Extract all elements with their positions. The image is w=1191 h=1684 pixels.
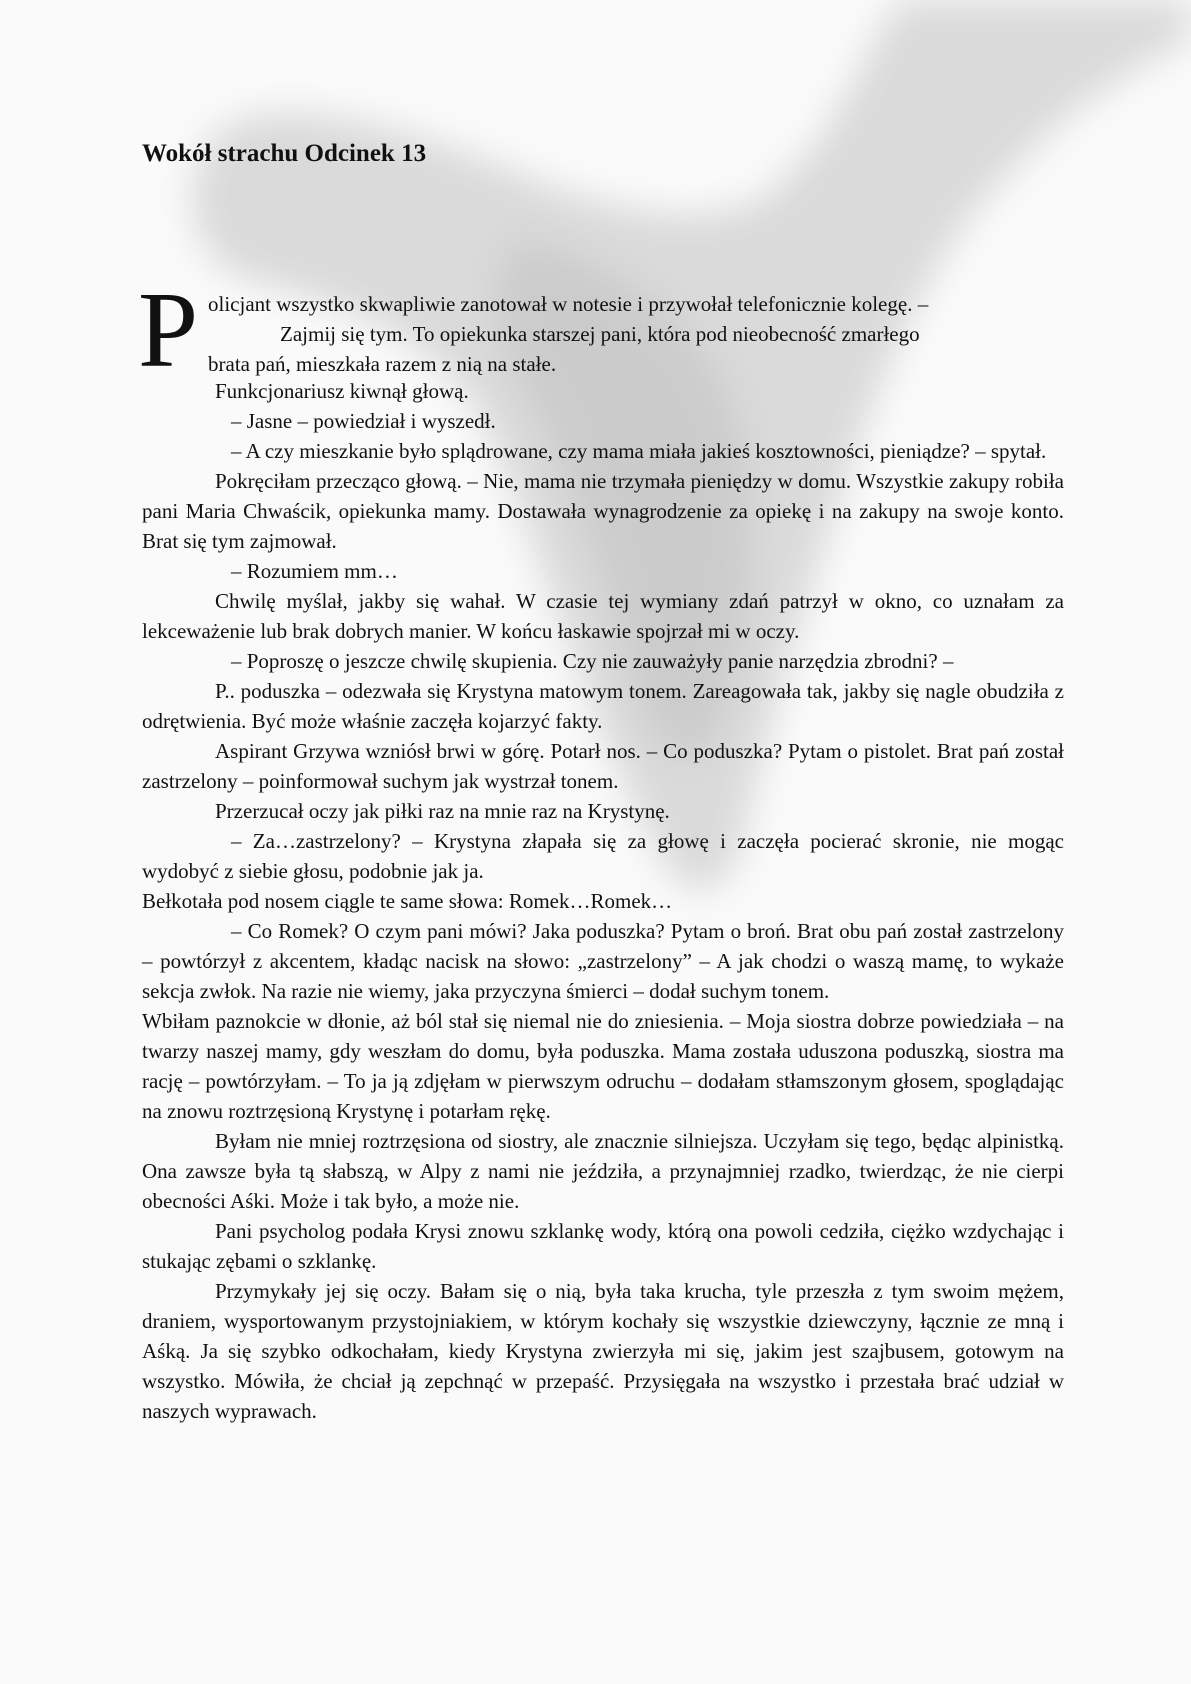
paragraph: Pani psycholog podała Krysi znowu szklankę wody, którą ona powoli cedziła, ciężko wzdychając i stukając zębami o szklankę. xyxy=(142,1219,1064,1273)
paragraph: Przerzucał oczy jak piłki raz na mnie raz na Krystynę. xyxy=(215,799,670,823)
paragraph: – Poproszę o jeszcze chwilę skupienia. Czy nie zauważyły panie narzędzia zbrodni? – xyxy=(231,649,954,673)
paragraph: Chwilę myślał, jakby się wahał. W czasie tej wymiany zdań patrzył w okno, co uznałam za lekceważenie lub brak dobrych manier. W końcu łaskawie spojrzał mi w oczy. xyxy=(142,589,1064,643)
paragraph: – A czy mieszkanie było splądrowane, czy mama miała jakieś kosztowności, pieniądze? – spytał. xyxy=(231,439,1047,463)
paragraph: – Rozumiem mm… xyxy=(231,559,398,583)
paragraph: Przymykały jej się oczy. Bałam się o nią, była taka krucha, tyle przeszła z tym swoim mężem, draniem, wysportowanym przystojniakiem, w którym kochały się wszystkie dziewczyny, łącznie ze mną i Aśką. Ja się szybko odkochałam, kiedy Krystyna zwierzyła mi się, jakim jest szajbusem, gotowym na wszystko. Mówiła, że chciał ją zepchnąć w przepaść. Przysięgała na wszystko i przestała brać udział w naszych wyprawach. xyxy=(142,1279,1064,1423)
paragraph: Wbiłam paznokcie w dłonie, aż ból stał się niemal nie do zniesienia. – Moja siostra dobrze powiedziała – na twarzy naszej mamy, gdy weszłam do domu, była poduszka. Mama została uduszona poduszką, siostra ma rację – powtórzyłam. – To ja ją zdjęłam w pierwszym odruchu – dodałam stłamszonym głosem, spoglądając na znowu roztrzęsioną Krystynę i potarłam rękę. xyxy=(142,1009,1064,1123)
paragraph: Pokręciłam przecząco głową. – Nie, mama nie trzymała pieniędzy w domu. Wszystkie zakupy robiła pani Maria Chwaścik, opiekunka mamy. Dostawała wynagrodzenie za opiekę i na zakupy na swoje konto. Brat się tym zajmował. xyxy=(142,469,1064,553)
story-body xyxy=(142,376,1064,1426)
drop-cap: P xyxy=(138,271,199,390)
paragraph: – Co Romek? O czym pani mówi? Jaka poduszka? Pytam o broń. Brat obu pań został zastrzelony – powtórzył z akcentem, kładąc nacisk na słowo: „zastrzelony” – A jak chodzi o waszą mamę, to wykaże sekcja zwłok. Na razie nie wiemy, jaka przyczyna śmierci – dodał suchym tonem. xyxy=(142,919,1064,1003)
page-title: Wokół strachu Odcinek 13 xyxy=(142,140,427,167)
paragraph: P.. poduszka – odezwała się Krystyna matowym tonem. Zareagowała tak, jakby się nagle obudziła z odrętwienia. Być może właśnie zaczęła kojarzyć fakty. xyxy=(142,679,1064,733)
intro-paragraph xyxy=(138,271,1064,390)
paragraph: Byłam nie mniej roztrzęsiona od siostry, ale znacznie silniejsza. Uczyłam się tego, będąc alpinistką. Ona zawsze była tą słabszą, w Alpy z nami nie jeździła, a przynajmniej rzadko, twierdząc, że nie cierpi obecności Aśki. Może i tak było, a może nie. xyxy=(142,1129,1064,1213)
paragraph: Bełkotała pod nosem ciągle te same słowa: Romek…Romek… xyxy=(142,889,673,913)
intro-line: Zajmij się tym. To opiekunka starszej pani, która pod nieobecność zmarłego xyxy=(280,322,920,346)
intro-line: olicjant wszystko skwapliwie zanotował w notesie i przywołał telefonicznie kolegę. – xyxy=(208,292,929,316)
intro-line: brata pań, mieszkała razem z nią na stałe. xyxy=(208,352,557,376)
paragraph: – Za…zastrzelony? – Krystyna złapała się za głowę i zaczęła pocierać skronie, nie mogąc wydobyć z siebie głosu, podobnie jak ja. xyxy=(142,829,1064,883)
paragraph: – Jasne – powiedział i wyszedł. xyxy=(231,409,496,433)
paragraph: Funkcjonariusz kiwnął głową. xyxy=(215,379,469,403)
paragraph: Aspirant Grzywa wzniósł brwi w górę. Potarł nos. – Co poduszka? Pytam o pistolet. Brat pań został zastrzelony – poinformował suchym jak wystrzał tonem. xyxy=(142,739,1064,793)
